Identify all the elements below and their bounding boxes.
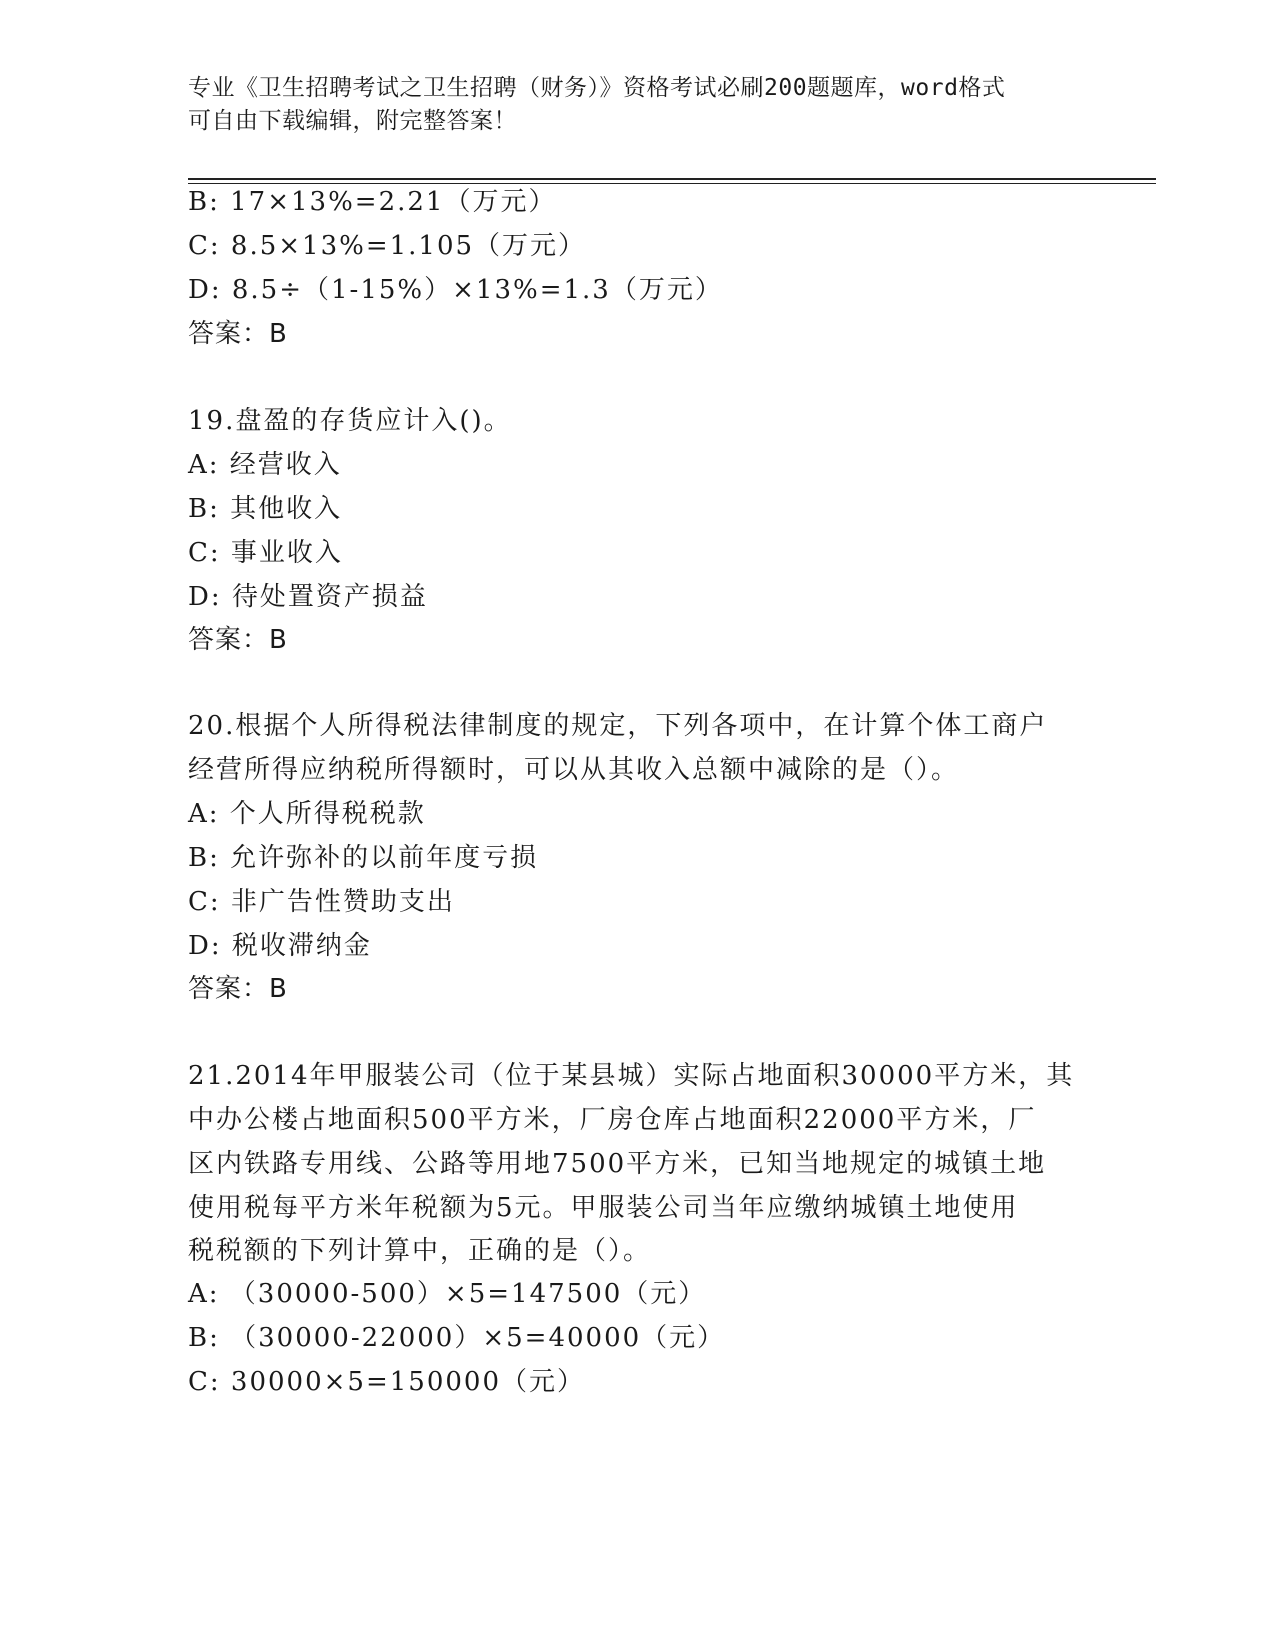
q19-option-a: A: 经营收入	[188, 450, 342, 480]
q19-option-d: D: 待处置资产损益	[188, 582, 428, 612]
q20-stem-line-2: 经营所得应纳税所得额时，可以从其收入总额中减除的是（）。	[188, 755, 960, 785]
q21-stem-line-5: 税税额的下列计算中，正确的是（）。	[188, 1236, 652, 1266]
header-divider-thick	[188, 178, 1156, 180]
q21-option-b: B: （30000-22000）×5=40000（元）	[188, 1323, 726, 1353]
q20-stem-line-1: 20.根据个人所得税法律制度的规定，下列各项中，在计算个体工商户	[188, 711, 1048, 741]
header-line-2: 可自由下载编辑，附完整答案！	[188, 108, 517, 134]
q19-option-c: C: 事业收入	[188, 538, 343, 568]
q20-option-a: A: 个人所得税税款	[188, 799, 426, 829]
q18-option-b: B: 17×13%=2.21（万元）	[188, 187, 557, 217]
q20-option-d: D: 税收滞纳金	[188, 931, 372, 961]
q19-stem: 19.盘盈的存货应计入()。	[188, 406, 512, 436]
document-header	[188, 72, 1068, 138]
q19-option-b: B: 其他收入	[188, 494, 343, 524]
q20-answer: 答案：B	[188, 974, 288, 1004]
q21-option-a: A: （30000-500）×5=147500（元）	[188, 1279, 707, 1309]
q18-answer: 答案：B	[188, 319, 288, 349]
q19-answer: 答案：B	[188, 625, 288, 655]
q18-option-c: C: 8.5×13%=1.105（万元）	[188, 231, 587, 261]
q21-stem-line-4: 使用税每平方米年税额为5元。甲服装公司当年应缴纳城镇土地使用	[188, 1193, 1019, 1223]
header-line-1: 专业《卫生招聘考试之卫生招聘（财务）》资格考试必刷200题题库，word格式	[188, 75, 1006, 101]
q21-option-c: C: 30000×5=150000（元）	[188, 1367, 585, 1397]
q21-stem-line-3: 区内铁路专用线、公路等用地7500平方米，已知当地规定的城镇土地	[188, 1149, 1047, 1179]
header-divider-thin	[188, 183, 1156, 184]
q20-option-b: B: 允许弥补的以前年度亏损	[188, 843, 539, 873]
q20-option-c: C: 非广告性赞助支出	[188, 887, 455, 917]
q21-stem-line-2: 中办公楼占地面积500平方米，厂房仓库占地面积22000平方米，厂	[188, 1105, 1037, 1135]
q18-option-d: D: 8.5÷（1-15%）×13%=1.3（万元）	[188, 275, 723, 305]
q21-stem-line-1: 21.2014年甲服装公司（位于某县城）实际占地面积30000平方米，其	[188, 1061, 1075, 1091]
